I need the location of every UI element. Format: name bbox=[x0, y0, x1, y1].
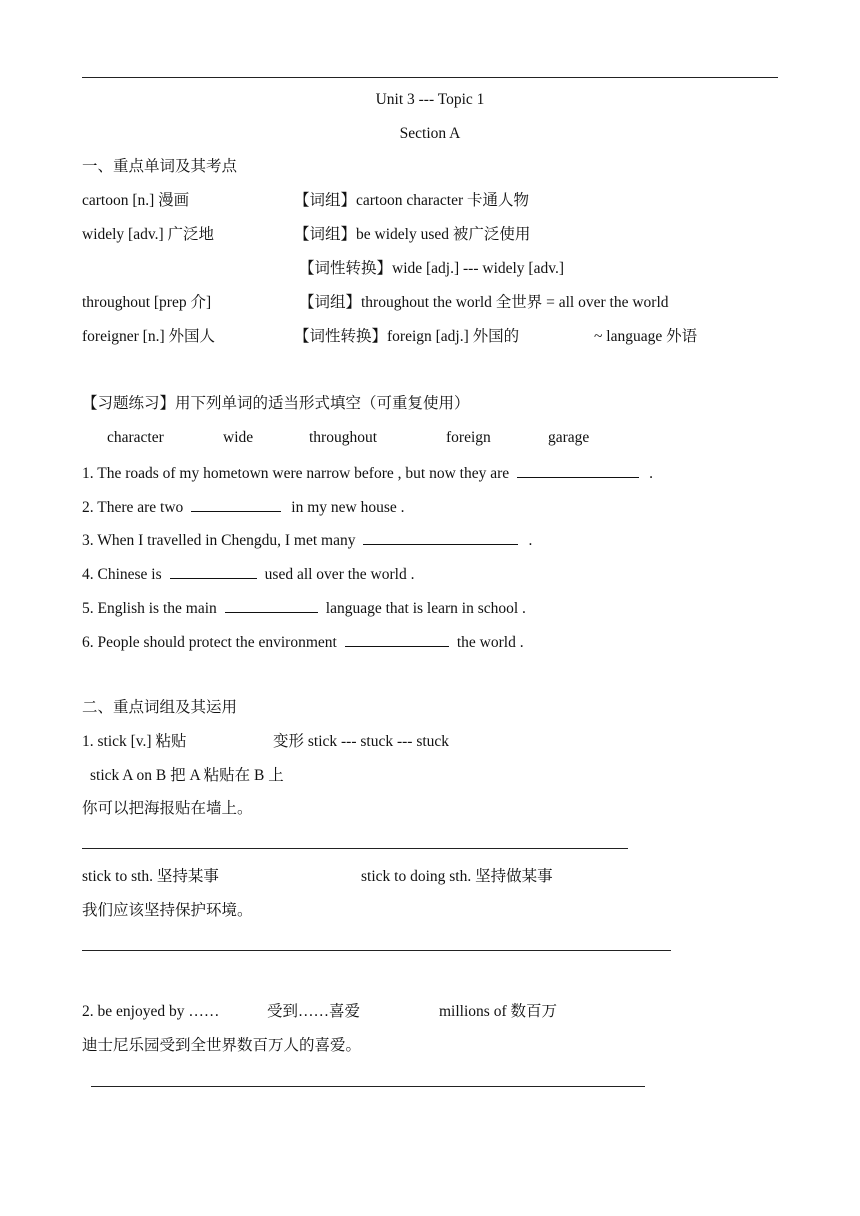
vocab-note2-widely: 【词性转换】wide [adj.] --- widely [adv.] bbox=[299, 260, 565, 277]
item1-phrase2b: stick to doing sth. 坚持做某事 bbox=[361, 868, 553, 885]
question-2 bbox=[82, 496, 405, 518]
word-bank-item: character bbox=[107, 429, 164, 446]
word-bank-item: garage bbox=[548, 429, 590, 446]
vocab-word-cartoon: cartoon [n.] 漫画 bbox=[82, 192, 190, 209]
item1-translate2-prompt: 我们应该坚持保护环境。 bbox=[82, 902, 253, 919]
question-text: 5. English is the main bbox=[82, 600, 217, 617]
answer-blank[interactable] bbox=[225, 597, 318, 613]
vocab-note-extra-foreigner: ~ language 外语 bbox=[594, 328, 698, 345]
item1-forms: 变形 stick --- stuck --- stuck bbox=[273, 733, 450, 750]
question-text: 2. There are two bbox=[82, 499, 184, 516]
item2-phrase: millions of 数百万 bbox=[439, 1003, 557, 1020]
answer-blank[interactable] bbox=[345, 631, 449, 647]
question-1 bbox=[82, 462, 653, 484]
question-6 bbox=[82, 631, 524, 653]
question-text: 6. People should protect the environment bbox=[82, 634, 337, 651]
question-text-end: in my new house . bbox=[291, 499, 405, 516]
question-text: 1. The roads of my hometown were narrow before , but now they are bbox=[82, 465, 510, 482]
part1-heading: 一、重点单词及其考点 bbox=[82, 158, 238, 175]
item1-title: 1. stick [v.] 粘贴 bbox=[82, 733, 187, 750]
answer-blank[interactable] bbox=[170, 563, 257, 579]
answer-blank[interactable] bbox=[363, 529, 518, 545]
question-text: 4. Chinese is bbox=[82, 566, 162, 583]
word-bank-item: foreign bbox=[446, 429, 491, 446]
vocab-note-widely: 【词组】be widely used 被广泛使用 bbox=[294, 226, 531, 243]
answer-line[interactable] bbox=[91, 1086, 645, 1087]
question-text-end: . bbox=[528, 532, 533, 549]
answer-blank[interactable] bbox=[191, 496, 281, 512]
vocab-word-throughout: throughout [prep 介] bbox=[82, 294, 212, 311]
item1-phrase: stick A on B 把 A 粘贴在 B 上 bbox=[90, 767, 284, 784]
question-text-end: used all over the world . bbox=[264, 566, 415, 583]
part2-heading: 二、重点词组及其运用 bbox=[82, 699, 238, 716]
top-rule bbox=[82, 77, 778, 78]
answer-blank[interactable] bbox=[517, 462, 639, 478]
word-bank-item: throughout bbox=[309, 429, 378, 446]
question-text-end: the world . bbox=[456, 634, 524, 651]
question-text-end: language that is learn in school . bbox=[325, 600, 526, 617]
question-5 bbox=[82, 597, 526, 619]
vocab-word-widely: widely [adv.] 广泛地 bbox=[82, 226, 215, 243]
item2-meaning: 受到……喜爱 bbox=[267, 1003, 361, 1020]
item1-phrase2a: stick to sth. 坚持某事 bbox=[82, 868, 219, 885]
vocab-note-cartoon: 【词组】cartoon character 卡通人物 bbox=[294, 192, 530, 209]
exercise-heading: 【习题练习】用下列单词的适当形式填空（可重复使用） bbox=[82, 395, 470, 412]
question-4 bbox=[82, 563, 414, 585]
question-3 bbox=[82, 529, 532, 551]
answer-line[interactable] bbox=[82, 848, 628, 849]
answer-line[interactable] bbox=[82, 950, 671, 951]
vocab-note-throughout: 【词组】throughout the world 全世界 = all over the world bbox=[299, 294, 669, 311]
vocab-word-foreigner: foreigner [n.] 外国人 bbox=[82, 328, 215, 345]
question-text: 3. When I travelled in Chengdu, I met many bbox=[82, 532, 356, 549]
unit-title: Unit 3 --- Topic 1 bbox=[375, 91, 485, 108]
item1-translate-prompt: 你可以把海报贴在墙上。 bbox=[82, 800, 253, 817]
question-text-end: . bbox=[649, 465, 653, 482]
item2-translate-prompt: 迪士尼乐园受到全世界数百万人的喜爱。 bbox=[82, 1037, 362, 1054]
section-title: Section A bbox=[399, 125, 461, 142]
vocab-note-foreigner: 【词性转换】foreign [adj.] 外国的 bbox=[294, 328, 520, 345]
word-bank-item: wide bbox=[223, 429, 254, 446]
item2-title: 2. be enjoyed by …… bbox=[82, 1003, 220, 1020]
